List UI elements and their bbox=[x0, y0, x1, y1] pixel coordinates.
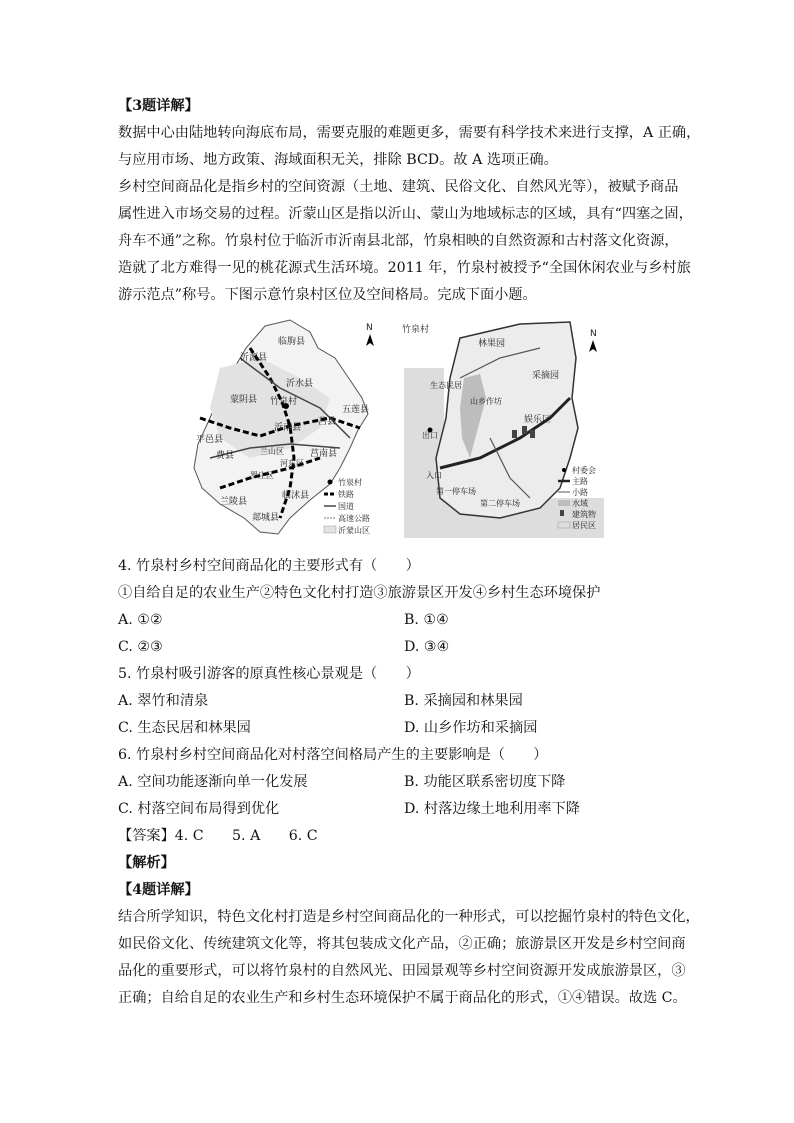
svg-text:建筑物: 建筑物 bbox=[572, 510, 596, 519]
place-tancheng: 郯城县 bbox=[252, 513, 280, 523]
place-linshu: 临沭县 bbox=[282, 491, 310, 501]
place-feixian: 费县 bbox=[216, 451, 235, 461]
area-exit: 出口 bbox=[422, 431, 438, 440]
map-title-zhuquan: 竹泉村 bbox=[402, 325, 430, 335]
place-wulian: 五莲县 bbox=[342, 405, 370, 415]
sec4-heading: 【4题详解】 bbox=[118, 882, 199, 898]
intro-line-4: 造就了北方难得一见的桃花源式生活环境。2011 年，竹泉村被授予“全国休闲农业与乡村旅 bbox=[118, 260, 691, 276]
q5-stem: 5. 竹泉村吸引游客的原真性核心景观是（ ） bbox=[118, 666, 420, 682]
svg-text:主路: 主路 bbox=[572, 477, 588, 486]
q6-option-b: B. 功能区联系密切度下降 bbox=[404, 774, 566, 790]
area-orchard: 林果园 bbox=[478, 339, 506, 349]
sec4-line-2: 如民俗文化、传统建筑文化等，将其包装成文化产品，②正确；旅游景区开发是乡村空间商 bbox=[118, 936, 686, 952]
sec4-line-3: 品化的重要形式，可以将竹泉村的自然风光、田园景观等乡村空间资源开发成旅游景区，③ bbox=[118, 963, 686, 979]
area-parking-2: 第二停车场 bbox=[480, 499, 520, 508]
north-label-right: N bbox=[590, 329, 597, 339]
q5-option-a: A. 翠竹和清泉 bbox=[118, 693, 209, 709]
place-hedong: 河东区 bbox=[280, 459, 304, 468]
q5-option-c: C. 生态民居和林果园 bbox=[118, 720, 251, 736]
area-entertainment: 娱乐区 bbox=[524, 415, 552, 425]
q4-stem: 4. 竹泉村乡村空间商品化的主要形式有（ ） bbox=[118, 558, 420, 574]
intro-line-3: 舟车不通”之称。竹泉村位于临沂市沂南县北部，竹泉相映的自然资源和古村落文化资源， bbox=[118, 233, 679, 249]
q4-option-d: D. ③④ bbox=[404, 639, 450, 655]
sec4-line-1: 结合所学知识，特色文化村打造是乡村空间商品化的一种形式，可以挖掘竹泉村的特色文化， bbox=[118, 909, 700, 925]
svg-text:小路: 小路 bbox=[572, 488, 588, 497]
intro-line-2: 属性进入市场交易的过程。沂蒙山区是指以沂山、蒙山为地域标志的区域，具有“四塞之固， bbox=[118, 206, 693, 222]
map-left-legend bbox=[324, 477, 370, 535]
sec3-heading: 【3题详解】 bbox=[118, 98, 199, 114]
place-yishui: 沂水县 bbox=[286, 379, 314, 389]
place-lanshan: 兰山区 bbox=[260, 447, 284, 456]
place-zhuquan: 竹泉村 bbox=[270, 397, 298, 407]
svg-text:村委会: 村委会 bbox=[572, 466, 596, 475]
village-layout-map bbox=[400, 318, 612, 538]
place-luozhuang: 罗庄区 bbox=[250, 471, 274, 480]
q6-option-c: C. 村落空间布局得到优化 bbox=[118, 801, 280, 817]
svg-text:铁路: 铁路 bbox=[338, 490, 354, 499]
north-label-left: N bbox=[366, 323, 373, 333]
location-map bbox=[190, 318, 390, 538]
place-yiyuan: 沂源县 bbox=[240, 353, 268, 363]
svg-text:沂蒙山区: 沂蒙山区 bbox=[338, 526, 370, 535]
q4-option-c: C. ②③ bbox=[118, 639, 163, 655]
answer-line: 【答案】4. C 5. A 6. C bbox=[118, 828, 318, 844]
area-entrance: 入口 bbox=[426, 471, 442, 480]
q4-option-a: A. ①② bbox=[118, 612, 163, 628]
analysis-heading: 【解析】 bbox=[118, 855, 175, 871]
place-pingyi: 平邑县 bbox=[196, 435, 224, 445]
place-mengyin: 蒙阴县 bbox=[230, 395, 258, 405]
q6-option-d: D. 村落边缘土地利用率下降 bbox=[404, 801, 580, 817]
sec4-line-4: 正确；自给自足的农业生产和乡村生态环境保护不属于商品化的形式，①④错误。故选 C。 bbox=[118, 990, 687, 1006]
svg-text:水域: 水域 bbox=[572, 499, 588, 508]
svg-text:高速公路: 高速公路 bbox=[338, 514, 370, 523]
q4-items: ①自给自足的农业生产②特色文化村打造③旅游景区开发④乡村生态环境保护 bbox=[118, 585, 601, 601]
q5-option-d: D. 山乡作坊和采摘园 bbox=[404, 720, 538, 736]
place-junan: 莒南县 bbox=[310, 449, 338, 459]
area-parking-1: 第一停车场 bbox=[436, 487, 476, 496]
q6-option-a: A. 空间功能逐渐向单一化发展 bbox=[118, 774, 308, 790]
svg-text:竹泉村: 竹泉村 bbox=[338, 478, 362, 487]
area-eco-residence: 生态民居 bbox=[430, 381, 462, 390]
sec3-line-1: 数据中心由陆地转向海底布局，需要克服的难题更多，需要有科学技术来进行支撑，A 正确， bbox=[118, 125, 701, 141]
area-picking-garden: 采摘园 bbox=[532, 371, 560, 381]
svg-text:国道: 国道 bbox=[338, 502, 354, 511]
place-lanling: 兰陵县 bbox=[220, 497, 248, 507]
svg-text:居民区: 居民区 bbox=[572, 521, 596, 530]
place-juxian: 莒县 bbox=[318, 417, 337, 427]
intro-line-1: 乡村空间商品化是指乡村的空间资源（土地、建筑、民俗文化、自然风光等），被赋予商品 bbox=[118, 179, 679, 195]
intro-line-5: 游示范点”称号。下图示意竹泉村区位及空间格局。完成下面小题。 bbox=[118, 287, 537, 303]
q4-option-b: B. ①④ bbox=[404, 612, 449, 628]
q5-option-b: B. 采摘园和林果园 bbox=[404, 693, 523, 709]
place-yinan: 沂南县 bbox=[274, 423, 302, 433]
sec3-line-2: 与应用市场、地方政策、海域面积无关，排除 BCD。故 A 选项正确。 bbox=[118, 152, 558, 168]
place-linqu: 临朐县 bbox=[278, 337, 306, 347]
area-workshop: 山乡作坊 bbox=[470, 397, 502, 406]
q6-stem: 6. 竹泉村乡村空间商品化对村落空间格局产生的主要影响是（ ） bbox=[118, 747, 548, 763]
